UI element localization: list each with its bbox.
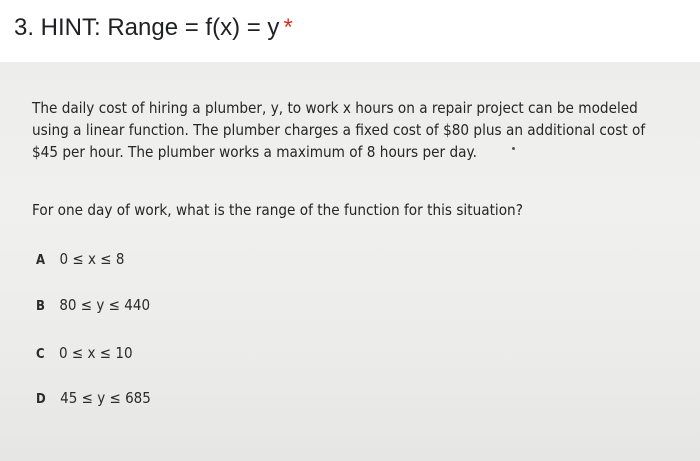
choice-letter: C [36, 347, 45, 362]
choice-text: 80 ≤ y ≤ 440 [59, 296, 151, 314]
question-title-text: 3. HINT: Range = f(x) = y [14, 14, 280, 41]
problem-statement [32, 97, 646, 163]
choice-letter: B [36, 299, 45, 314]
problem-line: $45 per hour. The plumber works a maximum of 8 hours per day. [32, 143, 477, 161]
choice-d[interactable] [36, 389, 151, 407]
choice-b[interactable] [36, 296, 150, 314]
choice-text: 45 ≤ y ≤ 685 [60, 389, 151, 407]
choice-a[interactable] [36, 250, 124, 268]
question-prompt: For one day of work, what is the range of the function for this situation? [32, 201, 523, 219]
problem-line: The daily cost of hiring a plumber, y, to work x hours on a repair project can be modeled [32, 99, 638, 117]
choice-letter: A [36, 253, 46, 268]
choice-c[interactable] [36, 344, 133, 362]
question-header [0, 0, 700, 62]
choice-letter: D [36, 392, 46, 407]
problem-line: using a linear function. The plumber charges a fixed cost of $80 plus an additional cost of [32, 121, 646, 139]
choice-text: 0 ≤ x ≤ 8 [59, 250, 125, 268]
choice-text: 0 ≤ x ≤ 10 [58, 344, 133, 362]
required-marker: * [283, 14, 293, 41]
question-title [14, 14, 293, 42]
